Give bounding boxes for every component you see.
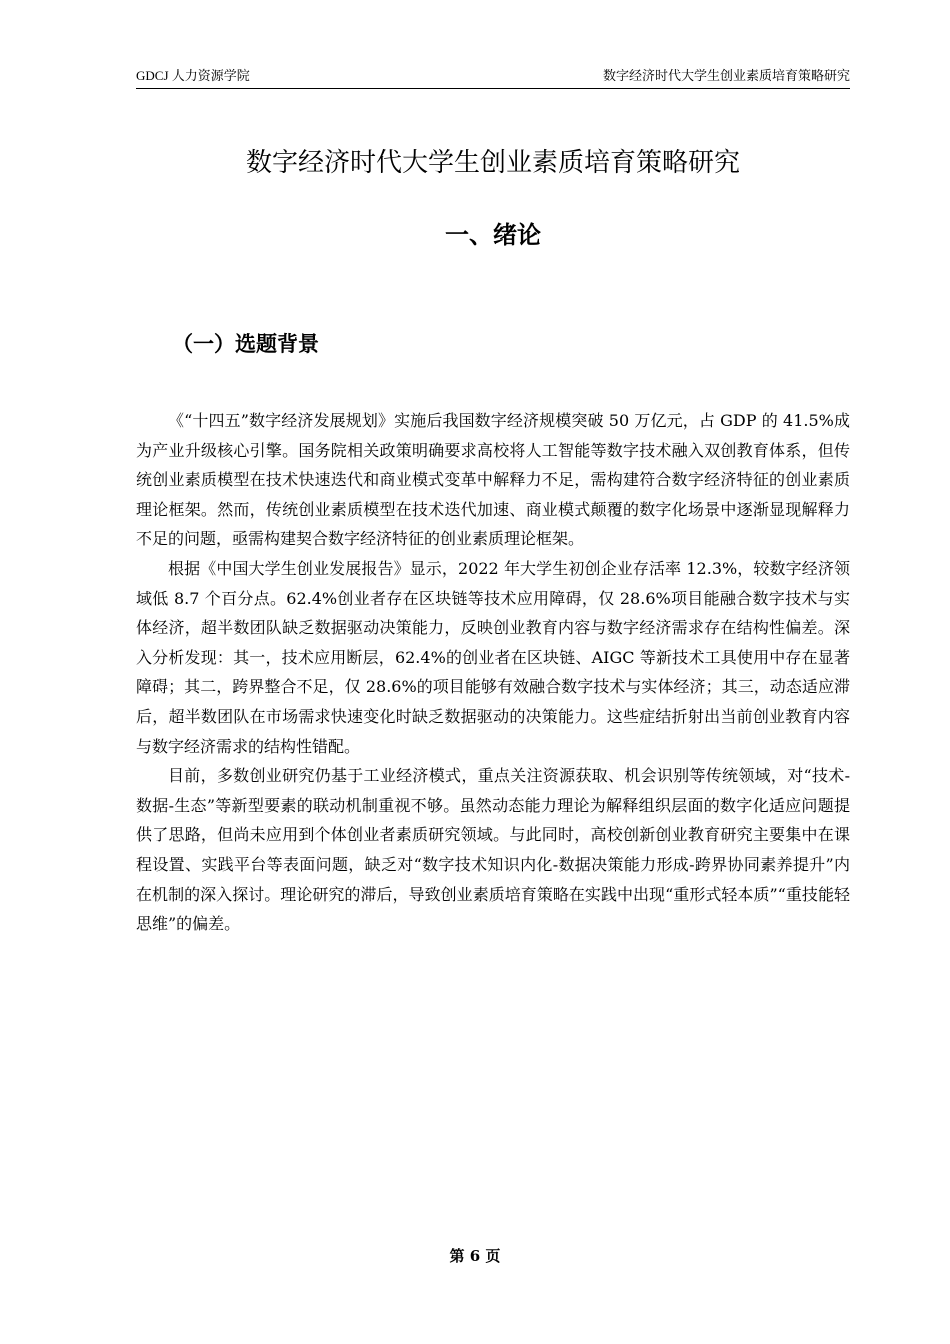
paragraph-1: 《“十四五”数字经济发展规划》实施后我国数字经济规模突破 50 万亿元，占 GDP 的 41.5%成为产业升级核心引擎。国务院相关政策明确要求高校将人工智能等数字技术融入双创教育体系，但传统创业素质模型在技术快速迭代和商业模式变革中解释力不足，需构建符合数字经济特征的创业素质理论框架。然而，传统创业素质模型在技术迭代加速、商业模式颠覆的数字化场景中逐渐显现解释力不足的问题，亟需构建契合数字经济特征的创业素质理论框架。 <box>136 411 850 549</box>
page-header <box>136 66 850 89</box>
paragraph-3: 目前，多数创业研究仍基于工业经济模式，重点关注资源获取、机会识别等传统领域，对“技术-数据-生态”等新型要素的联动机制重视不够。虽然动态能力理论为解释组织层面的数字化适应问题提供了思路，但尚未应用到个体创业者素质研究领域。与此同时，高校创新创业教育研究主要集中在课程设置、实践平台等表面问题，缺乏对“数字技术知识内化-数据决策能力形成-跨界协同素养提升”内在机制的深入探讨。理论研究的滞后，导致创业素质培育策略在实践中出现“重形式轻本质”“重技能轻思维”的偏差。 <box>136 766 850 934</box>
header-left-text: GDCJ 人力资源学院 <box>136 68 250 83</box>
document-title: 数字经济时代大学生创业素质培育策略研究 <box>245 148 740 178</box>
subsection-heading: （一）选题背景 <box>172 332 319 356</box>
header-right-text: 数字经济时代大学生创业素质培育策略研究 <box>602 68 850 83</box>
paragraph-2: 根据《中国大学生创业发展报告》显示，2022 年大学生初创企业存活率 12.3%，较数字经济领域低 8.7 个百分点。62.4%创业者存在区块链等技术应用障碍，仅 28.6%项目能融合数字技术与实体经济，超半数团队缺乏数据驱动决策能力，反映创业教育内容与数字经济需求存在结构性偏差。深入分析发现：其一，技术应用断层，62.4%的创业者在区块链、AIGC 等新技术工具使用中存在显著障碍；其二，跨界整合不足，仅 28.6%的项目能够有效融合数字技术与实体经济；其三，动态适应滞后，超半数团队在市场需求快速变化时缺乏数据驱动的决策能力。这些症结折射出当前创业教育内容与数字经济需求的结构性错配。 <box>136 558 850 756</box>
page-number: 第 6 页 <box>449 1247 501 1265</box>
section-heading: 一、绪论 <box>445 221 541 249</box>
body-text <box>136 406 850 939</box>
